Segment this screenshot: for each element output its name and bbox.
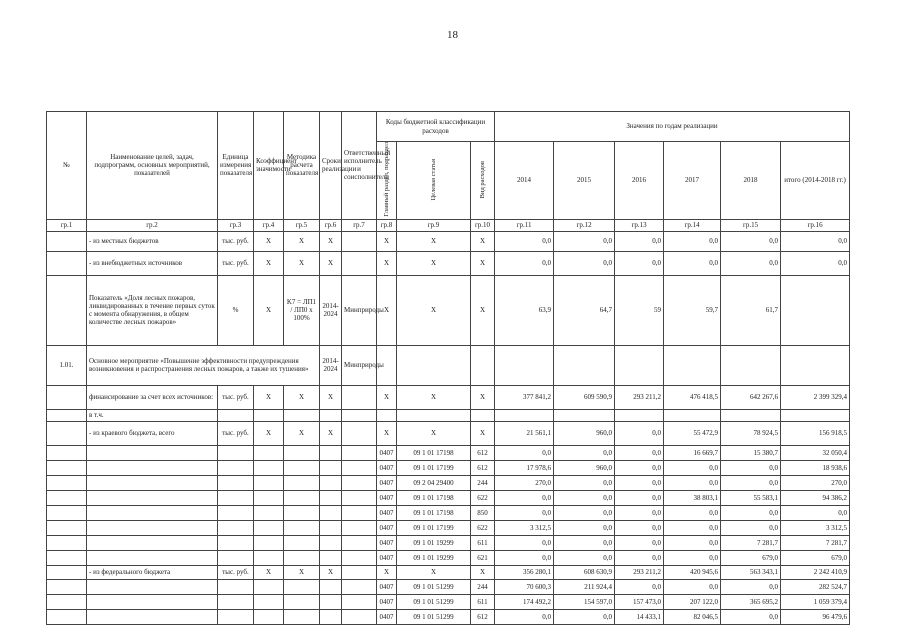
header-year-2015: 2015: [554, 142, 615, 220]
section-code: 0407: [377, 460, 397, 475]
expense-code: 611: [471, 535, 495, 550]
measure-term: 2014-2024: [320, 345, 342, 385]
method-cell: X: [284, 385, 320, 409]
column-number: гр.10: [471, 219, 495, 231]
section-code: 0407: [377, 475, 397, 490]
value-total: 0,0: [781, 251, 850, 275]
value-2018: 0,0: [721, 475, 781, 490]
value-2014: 0,0: [495, 550, 554, 565]
row-extra-budgetary: [47, 251, 850, 275]
row-unit: тыс. руб.: [218, 231, 254, 251]
row-unit: тыс. руб.: [218, 421, 254, 445]
row-unit: тыс. руб.: [218, 251, 254, 275]
header-term: Сроки реализации: [320, 112, 342, 220]
header-budget-codes: Коды бюджетной классификации расходов: [377, 112, 495, 142]
target-code: 09 1 01 17198: [397, 505, 471, 520]
row-indicator: [47, 275, 850, 345]
row-name: в т.ч.: [87, 409, 218, 421]
header-year-2016: 2016: [615, 142, 664, 220]
section-code: 0407: [377, 505, 397, 520]
target-code: 09 1 01 17199: [397, 520, 471, 535]
section-code: 0407: [377, 579, 397, 594]
indicator-term: 2014-2024: [320, 275, 342, 345]
expense-code: 611: [471, 594, 495, 609]
value-2014: 270,0: [495, 475, 554, 490]
budget-line-row: [47, 535, 850, 550]
value-total: 2 399 329,4: [781, 385, 850, 409]
column-number: гр.4: [254, 219, 284, 231]
budget-line-row: [47, 594, 850, 609]
value-2014: 0,0: [495, 445, 554, 460]
column-number: гр.1: [47, 219, 87, 231]
budget-table: [46, 111, 850, 625]
budget-line-row: [47, 550, 850, 565]
value-2014: 17 978,6: [495, 460, 554, 475]
value-2017: 0,0: [664, 520, 721, 535]
value-2018: 0,0: [721, 460, 781, 475]
value-2018: 0,0: [721, 609, 781, 624]
expense-code: 244: [471, 475, 495, 490]
value-2014: 3 312,5: [495, 520, 554, 535]
value-2015: 0,0: [554, 251, 615, 275]
exptype-cell: X: [471, 251, 495, 275]
value-total: 270,0: [781, 475, 850, 490]
value-total: 94 386,2: [781, 490, 850, 505]
method-cell: X: [284, 231, 320, 251]
value-total: 3 312,5: [781, 520, 850, 535]
column-number: гр.3: [218, 219, 254, 231]
section-code: 0407: [377, 550, 397, 565]
header-year-2014: 2014: [495, 142, 554, 220]
header-method: Методика расчета показателя: [284, 112, 320, 220]
value-2016: 0,0: [615, 550, 664, 565]
coef-cell: X: [254, 231, 284, 251]
exptype-cell: X: [471, 275, 495, 345]
value-2016: 0,0: [615, 535, 664, 550]
row-including: [47, 409, 850, 421]
federal-budget-lines: [47, 579, 850, 624]
value-2017: 207 122,0: [664, 594, 721, 609]
header-unit: Единица измерения показателя: [218, 112, 254, 220]
section-cell: X: [377, 275, 397, 345]
header-target-article: Целевая статья: [397, 142, 471, 220]
value-2014: 377 841,2: [495, 385, 554, 409]
budget-line-row: [47, 520, 850, 535]
row-local-budgets: [47, 231, 850, 251]
value-2014: 63,9: [495, 275, 554, 345]
value-2016: 0,0: [615, 251, 664, 275]
value-2014: 174 492,2: [495, 594, 554, 609]
section-cell: X: [377, 565, 397, 579]
value-2015: 0,0: [554, 490, 615, 505]
value-2016: 59: [615, 275, 664, 345]
value-2014: 0,0: [495, 231, 554, 251]
value-2016: 0,0: [615, 505, 664, 520]
section-code: 0407: [377, 594, 397, 609]
target-code: 09 1 01 19299: [397, 550, 471, 565]
coef-cell: X: [254, 565, 284, 579]
row-name: - из местных бюджетов: [87, 231, 218, 251]
exptype-cell: X: [471, 565, 495, 579]
target-code: 09 1 01 17199: [397, 460, 471, 475]
value-total: 0,0: [781, 505, 850, 520]
value-2018: 0,0: [721, 251, 781, 275]
value-2016: 0,0: [615, 520, 664, 535]
value-2018: 7 281,7: [721, 535, 781, 550]
value-2017: 16 669,7: [664, 445, 721, 460]
budget-line-row: [47, 445, 850, 460]
measure-number: 1.01.: [47, 345, 87, 385]
value-2017: 38 803,1: [664, 490, 721, 505]
row-name: - из федерального бюджета: [87, 565, 218, 579]
target-code: 09 1 01 17198: [397, 490, 471, 505]
method-cell: X: [284, 251, 320, 275]
value-2018: 365 695,2: [721, 594, 781, 609]
column-number: гр.8: [377, 219, 397, 231]
term-cell: X: [320, 421, 342, 445]
value-2017: 0,0: [664, 475, 721, 490]
section-code: 0407: [377, 520, 397, 535]
column-number: гр.7: [342, 219, 377, 231]
value-2015: 0,0: [554, 505, 615, 520]
target-cell: X: [397, 231, 471, 251]
value-2016: 0,0: [615, 490, 664, 505]
exptype-cell: X: [471, 385, 495, 409]
row-main-measure: [47, 345, 850, 385]
value-2015: 960,0: [554, 421, 615, 445]
value-2015: 608 630,9: [554, 565, 615, 579]
value-2014: 0,0: [495, 535, 554, 550]
value-total: 679,0: [781, 550, 850, 565]
value-2016: 0,0: [615, 421, 664, 445]
indicator-method: K7 = ЛП1 / ЛП0 x 100%: [284, 275, 320, 345]
value-2017: 0,0: [664, 579, 721, 594]
budget-line-row: [47, 609, 850, 624]
value-2014: 0,0: [495, 251, 554, 275]
row-name: - из краевого бюджета, всего: [87, 421, 218, 445]
target-code: 09 1 01 51299: [397, 609, 471, 624]
value-2016: 293 211,2: [615, 565, 664, 579]
value-2018: 679,0: [721, 550, 781, 565]
value-total: 0,0: [781, 231, 850, 251]
indicator-responsible: Минприроды: [342, 275, 377, 345]
measure-responsible: Минприроды: [342, 345, 377, 385]
value-2017: 0,0: [664, 550, 721, 565]
budget-line-row: [47, 490, 850, 505]
section-cell: X: [377, 251, 397, 275]
budget-line-row: [47, 579, 850, 594]
target-code: 09 1 01 51299: [397, 579, 471, 594]
column-number: гр.2: [87, 219, 218, 231]
expense-code: 612: [471, 460, 495, 475]
term-cell: X: [320, 231, 342, 251]
value-2016: 0,0: [615, 460, 664, 475]
value-2014: 0,0: [495, 609, 554, 624]
header-total: итого (2014-2018 гг.): [781, 142, 850, 220]
value-2016: 0,0: [615, 445, 664, 460]
term-cell: X: [320, 565, 342, 579]
target-code: 09 1 01 17198: [397, 445, 471, 460]
coef-cell: X: [254, 421, 284, 445]
row-federal-budget: [47, 565, 850, 579]
target-cell: X: [397, 251, 471, 275]
section-code: 0407: [377, 609, 397, 624]
header-expense-type: Вид расходов: [471, 142, 495, 220]
value-2016: 157 473,0: [615, 594, 664, 609]
value-2014: 70 600,3: [495, 579, 554, 594]
value-2015: 0,0: [554, 475, 615, 490]
target-code: 09 1 01 19299: [397, 535, 471, 550]
coef-cell: X: [254, 385, 284, 409]
value-2015: 0,0: [554, 445, 615, 460]
value-2016: 0,0: [615, 231, 664, 251]
value-2015: 211 924,4: [554, 579, 615, 594]
value-2014: 0,0: [495, 490, 554, 505]
measure-name: Основное мероприятие «Повышение эффективности предупреждения возникновения и распространения лесных пожаров, а также их тушения»: [87, 345, 320, 385]
row-financing-total: [47, 385, 850, 409]
value-2017: 59,7: [664, 275, 721, 345]
header-row-1: [47, 112, 850, 142]
coef-cell: X: [254, 251, 284, 275]
target-cell: X: [397, 275, 471, 345]
row-unit: тыс. руб.: [218, 565, 254, 579]
value-2015: 960,0: [554, 460, 615, 475]
column-number-row: [47, 219, 850, 231]
header-coefficient: Коэффициент значимости: [254, 112, 284, 220]
row-name: - из внебюджетных источников: [87, 251, 218, 275]
expense-code: 612: [471, 609, 495, 624]
row-unit: тыс. руб.: [218, 385, 254, 409]
expense-code: 622: [471, 520, 495, 535]
value-total: 156 918,5: [781, 421, 850, 445]
header-section: Главный раздел, подраздел: [377, 142, 397, 220]
page-number: 18: [447, 29, 458, 41]
value-2018: 0,0: [721, 231, 781, 251]
expense-code: 621: [471, 550, 495, 565]
target-code: 09 1 01 51299: [397, 594, 471, 609]
value-2017: 476 418,5: [664, 385, 721, 409]
value-2018: 15 380,7: [721, 445, 781, 460]
value-2015: 0,0: [554, 520, 615, 535]
column-number: гр.13: [615, 219, 664, 231]
value-2015: 154 597,0: [554, 594, 615, 609]
value-2017: 0,0: [664, 505, 721, 520]
term-cell: X: [320, 251, 342, 275]
value-2018: 0,0: [721, 505, 781, 520]
value-2015: 0,0: [554, 609, 615, 624]
value-2014: 0,0: [495, 505, 554, 520]
value-2018: 0,0: [721, 520, 781, 535]
column-number: гр.16: [781, 219, 850, 231]
target-cell: X: [397, 565, 471, 579]
value-2018: 642 267,6: [721, 385, 781, 409]
value-2015: 0,0: [554, 550, 615, 565]
target-cell: X: [397, 421, 471, 445]
value-2016: 0,0: [615, 475, 664, 490]
budget-line-row: [47, 505, 850, 520]
value-2015: 0,0: [554, 535, 615, 550]
value-2015: 609 590,9: [554, 385, 615, 409]
coef-cell: X: [254, 275, 284, 345]
value-2017: 0,0: [664, 251, 721, 275]
header-year-2018: 2018: [721, 142, 781, 220]
section-cell: X: [377, 385, 397, 409]
value-total: 96 479,6: [781, 609, 850, 624]
value-2015: 64,7: [554, 275, 615, 345]
header-responsible: Ответственный исполнитель и соисполнители: [342, 112, 377, 220]
column-number: гр.9: [397, 219, 471, 231]
value-total: 7 281,7: [781, 535, 850, 550]
value-2017: 0,0: [664, 231, 721, 251]
value-total: 2 242 410,9: [781, 565, 850, 579]
row-regional-budget: [47, 421, 850, 445]
term-cell: X: [320, 385, 342, 409]
value-2018: 0,0: [721, 579, 781, 594]
header-no: №: [47, 112, 87, 220]
target-code: 09 2 04 29400: [397, 475, 471, 490]
expense-code: 612: [471, 445, 495, 460]
value-2017: 0,0: [664, 535, 721, 550]
value-2016: 14 433,1: [615, 609, 664, 624]
value-2017: 55 472,9: [664, 421, 721, 445]
value-2016: 293 211,2: [615, 385, 664, 409]
value-2018: 78 924,5: [721, 421, 781, 445]
section-cell: X: [377, 421, 397, 445]
budget-line-row: [47, 460, 850, 475]
value-total: 18 938,6: [781, 460, 850, 475]
column-number: гр.12: [554, 219, 615, 231]
column-number: гр.15: [721, 219, 781, 231]
target-cell: X: [397, 385, 471, 409]
section-code: 0407: [377, 490, 397, 505]
value-2014: 21 561,1: [495, 421, 554, 445]
header-values-by-year: Значения по годам реализации: [495, 112, 850, 142]
header-year-2017: 2017: [664, 142, 721, 220]
value-2014: 356 280,1: [495, 565, 554, 579]
header-name: Наименование целей, задач, подпрограмм, основных мероприятий, показателей: [87, 112, 218, 220]
value-2015: 0,0: [554, 231, 615, 251]
column-number: гр.14: [664, 219, 721, 231]
section-code: 0407: [377, 445, 397, 460]
expense-code: 622: [471, 490, 495, 505]
column-number: гр.6: [320, 219, 342, 231]
value-2018: 61,7: [721, 275, 781, 345]
exptype-cell: X: [471, 421, 495, 445]
value-total: 282 524,7: [781, 579, 850, 594]
budget-line-row: [47, 475, 850, 490]
row-name: финансирование за счет всех источников:: [87, 385, 218, 409]
indicator-unit: %: [218, 275, 254, 345]
section-code: 0407: [377, 535, 397, 550]
regional-budget-lines: [47, 445, 850, 565]
value-2018: 55 583,1: [721, 490, 781, 505]
value-total: 32 050,4: [781, 445, 850, 460]
value-total: 1 059 379,4: [781, 594, 850, 609]
section-cell: X: [377, 231, 397, 251]
value-2017: 82 046,5: [664, 609, 721, 624]
value-2016: 0,0: [615, 579, 664, 594]
column-number: гр.5: [284, 219, 320, 231]
value-2017: 0,0: [664, 460, 721, 475]
exptype-cell: X: [471, 231, 495, 251]
value-2017: 420 945,6: [664, 565, 721, 579]
indicator-name: Показатель «Доля лесных пожаров, ликвидированных в течение первых суток с момента обнаружения, в общем количестве лесных пожаров»: [87, 275, 218, 345]
column-number: гр.11: [495, 219, 554, 231]
method-cell: X: [284, 421, 320, 445]
expense-code: 850: [471, 505, 495, 520]
method-cell: X: [284, 565, 320, 579]
expense-code: 244: [471, 579, 495, 594]
value-2018: 563 343,1: [721, 565, 781, 579]
